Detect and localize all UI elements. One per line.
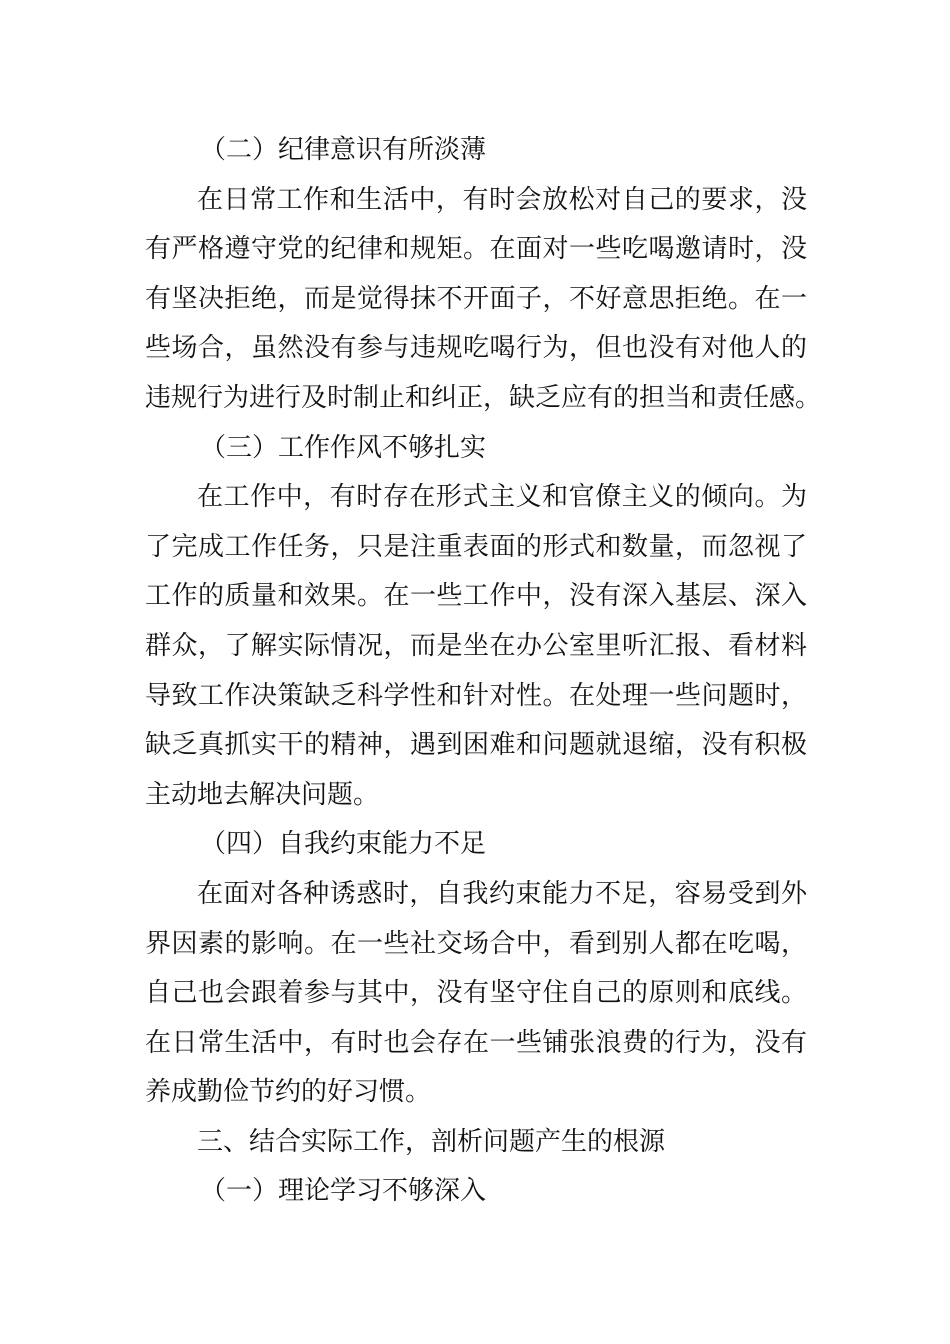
section-heading-root-causes: 三、结合实际工作，剖析问题产生的根源: [197, 1126, 666, 1157]
paragraph-line: 些场合，虽然没有参与违规吃喝行为，但也没有对他人的: [145, 333, 807, 364]
paragraph-line: 群众，了解实际情况，而是坐在办公室里听汇报、看材料: [145, 630, 807, 661]
subheading-work-style: （三）工作作风不够扎实: [200, 432, 487, 463]
paragraph-line: 工作的质量和效果。在一些工作中，没有深入基层、深入: [145, 581, 807, 612]
paragraph-line: 主动地去解决问题。: [145, 779, 380, 810]
paragraph-line: 有坚决拒绝，而是觉得抹不开面子，不好意思拒绝。在一: [145, 283, 807, 314]
paragraph-line: 了完成工作任务，只是注重表面的形式和数量，而忽视了: [145, 531, 807, 562]
paragraph-line: 自己也会跟着参与其中，没有坚守住自己的原则和底线。: [145, 978, 807, 1009]
paragraph-line: 在日常工作和生活中，有时会放松对自己的要求，没: [197, 184, 807, 215]
paragraph-line: 有严格遵守党的纪律和规矩。在面对一些吃喝邀请时，没: [145, 234, 807, 265]
document-body: [145, 126, 822, 1217]
paragraph-line: 在面对各种诱惑时，自我约束能力不足，容易受到外: [197, 878, 807, 909]
paragraph-line: 导致工作决策缺乏科学性和针对性。在处理一些问题时，: [145, 680, 807, 711]
paragraph-line: 养成勤俭节约的好习惯。: [145, 1077, 432, 1108]
subheading-self-restraint: （四）自我约束能力不足: [200, 829, 487, 860]
paragraph-line: 界因素的影响。在一些社交场合中，看到别人都在吃喝，: [145, 928, 807, 959]
subheading-theory-study: （一）理论学习不够深入: [200, 1176, 487, 1207]
paragraph-line: 在工作中，有时存在形式主义和官僚主义的倾向。为: [197, 482, 807, 513]
paragraph-line: 缺乏真抓实干的精神，遇到困难和问题就退缩，没有积极: [145, 730, 807, 761]
paragraph-line: 在日常生活中，有时也会存在一些铺张浪费的行为，没有: [145, 1027, 807, 1058]
paragraph-line: 违规行为进行及时制止和纠正，缺乏应有的担当和责任感。: [145, 382, 822, 413]
subheading-discipline: （二）纪律意识有所淡薄: [200, 135, 487, 165]
